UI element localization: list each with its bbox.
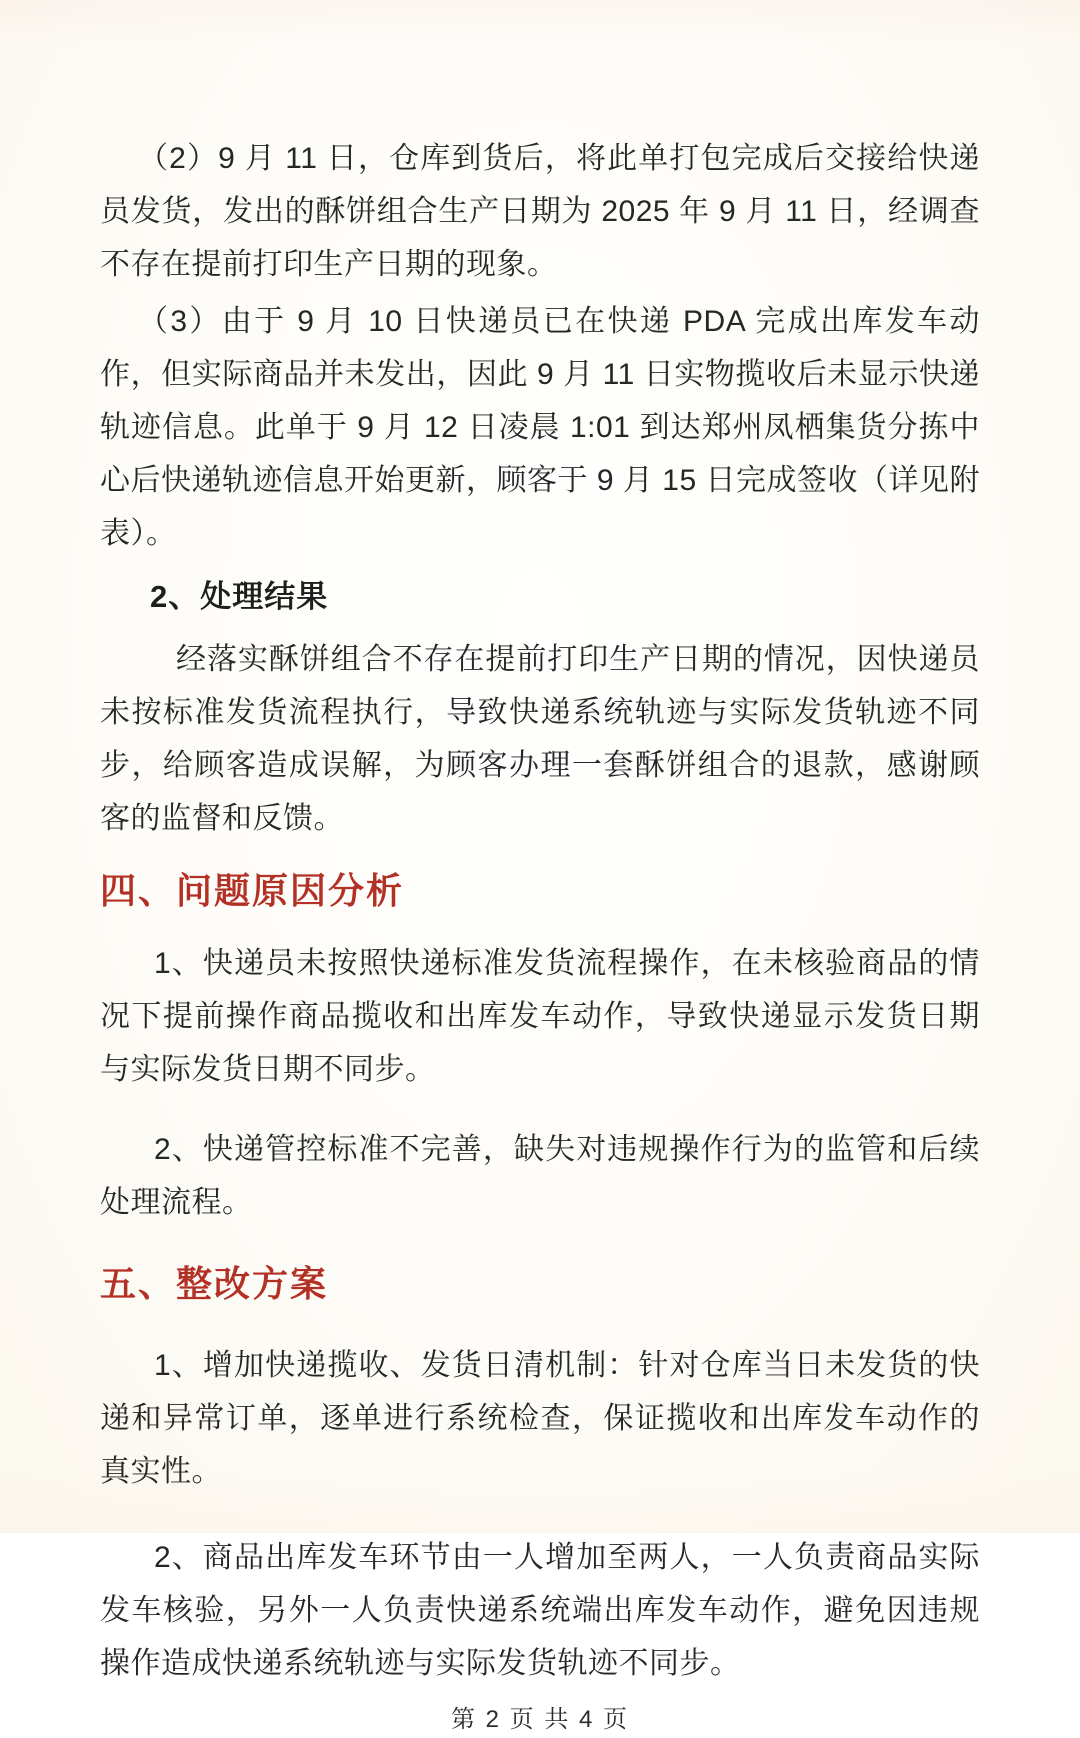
heading-section-5-rectification-plan: 五、整改方案 <box>100 1263 329 1304</box>
paragraph-item-2-shipping: （2）9 月 11 日，仓库到货后，将此单打包完成后交接给快递员发货，发出的酥饼组合生产日期为 2025 年 9 月 11 日，经调查不存在提前打印生产日期的现象。 <box>100 142 980 281</box>
paragraph-cause-2: 2、快递管控标准不完善，缺失对违规操作行为的监管和后续处理流程。 <box>100 1133 980 1219</box>
paragraph-rectification-1: 1、增加快递揽收、发货日清机制：针对仓库当日未发货的快递和异常订单，逐单进行系统检查，保证揽收和出库发车动作的真实性。 <box>100 1349 980 1488</box>
page-number-indicator: 第 2 页 共 4 页 <box>450 1706 630 1733</box>
heading-section-4-cause-analysis: 四、问题原因分析 <box>100 870 405 911</box>
paragraph-handling-result: 经落实酥饼组合不存在提前打印生产日期的情况，因快递员未按标准发货流程执行，导致快递系统轨迹与实际发货轨迹不同步，给顾客造成误解，为顾客办理一套酥饼组合的退款，感谢顾客的监督和反馈。 <box>100 643 980 835</box>
paragraph-rectification-2: 2、商品出库发车环节由一人增加至两人，一人负责商品实际发车核验，另外一人负责快递系统端出库发车动作，避免因违规操作造成快递系统轨迹与实际发货轨迹不同步。 <box>100 1541 980 1680</box>
page-footer <box>100 1702 980 1738</box>
heading-handling-result: 2、处理结果 <box>150 579 329 614</box>
paragraph-cause-1: 1、快递员未按照快递标准发货流程操作，在未核验商品的情况下提前操作商品揽收和出库发车动作，导致快递显示发货日期与实际发货日期不同步。 <box>100 947 980 1086</box>
paragraph-item-3-tracking: （3）由于 9 月 10 日快递员已在快递 PDA 完成出库发车动作，但实际商品并未发出，因此 9 月 11 日实物揽收后未显示快递轨迹信息。此单于 9 月 12 日凌晨 1:01 到达郑州凤栖集货分拣中心后快递轨迹信息开始更新，顾客于 9 月 15 日完成签收（详见附表）。 <box>100 305 980 550</box>
